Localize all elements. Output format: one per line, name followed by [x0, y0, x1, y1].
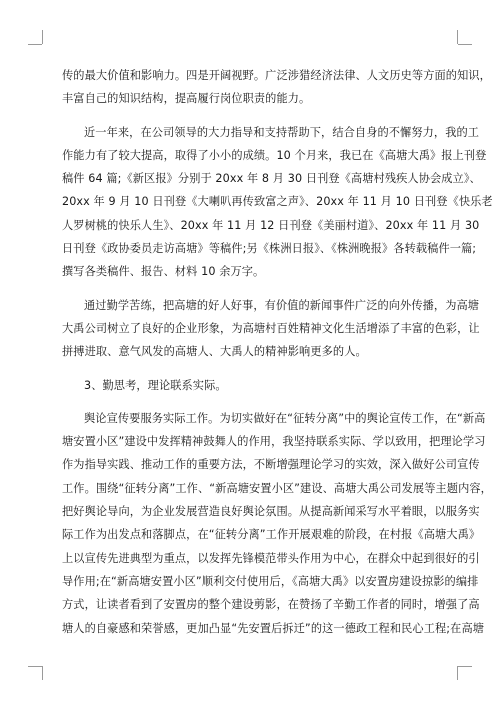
- text-line: 3、勤思考，理论联系实际。: [84, 378, 227, 392]
- crop-mark-top-right: [458, 44, 472, 45]
- text-line: 日刊登《政协委员走访高塘》等稿件;另《株洲日报》、《株洲晚报》各转载稿件一篇;: [62, 242, 477, 256]
- paragraph: [62, 374, 442, 397]
- crop-mark-bottom-left: [28, 666, 42, 667]
- text-line: 撰写各类稿件、报告、材料 10 余万字。: [62, 265, 265, 279]
- text-line: 近一年来，在公司领导的大力指导和支持帮助下，结合自身的不懈努力，我的工: [84, 125, 480, 139]
- text-line: 导作用;在“新高塘安置小区”顺利交付使用后，《高塘大禹》以安置房建设掠影的编排: [62, 574, 479, 588]
- paragraph: [62, 64, 491, 111]
- text-line: 大禹公司树立了良好的企业形象，为高塘村百姓精神文化生活增添了丰富的色彩，让: [62, 321, 480, 335]
- crop-mark-bottom-right: [458, 666, 472, 667]
- text-line: 拼搏进取、意气风发的高塘人、大禹人的精神影响更多的人。: [62, 345, 367, 359]
- text-line: 上以宣传先进典型为重点，以发挥先锋模范带头作用为中心，在群众中起到很好的引: [62, 551, 480, 565]
- text-line: 工作。围绕“征转分离”工作、“新高塘安置小区”建设、高塘大禹公司发展等主题内容，: [62, 481, 492, 495]
- paragraph: [62, 121, 493, 284]
- paragraph: [62, 407, 492, 640]
- text-line: 塘人的自豪感和荣誉感，更加凸显“先安置后拆迁”的这一德政工程和民心工程;在高塘: [62, 621, 485, 635]
- text-line: 作为指导实践、推动工作的重要方法，不断增强理论学习的实效，深入做好公司宣传: [62, 458, 480, 472]
- text-line: 塘安置小区”建设中发挥精神鼓舞人的作用，我坚持联系实际、学以致用，把理论学习: [62, 435, 486, 449]
- text-line: 作能力有了较大提高，取得了小小的成绩。10 个月来，我已在《高塘大禹》报上刊登: [62, 148, 487, 162]
- text-line: 际工作为出发点和落脚点，在“征转分离”工作开展艰难的阶段，在村报《高塘大禹》: [62, 528, 481, 542]
- crop-mark-top-left: [28, 44, 42, 45]
- crop-mark-bottom-right: [457, 666, 458, 680]
- crop-mark-top-right: [457, 30, 458, 44]
- document-body: [62, 64, 493, 640]
- text-line: 把好舆论导向，为企业发展营造良好舆论氛围。从提高新闻采写水平着眼，以服务实: [62, 505, 480, 519]
- text-line: 20xx 年 9 月 10 日刊登《大喇叭再传致富之声》、20xx 年 11 月 10 日刊登《快乐老: [62, 195, 493, 209]
- text-line: 丰富自己的知识结构，提高履行岗位职责的能力。: [62, 92, 311, 106]
- text-line: 舆论宣传要服务实际工作。为切实做好在“征转分离”中的舆论宣传工作，在“新高: [84, 411, 486, 425]
- paragraph: [62, 294, 480, 364]
- text-line: 通过勤学苦练，把高塘的好人好事，有价值的新闻事件广泛的向外传播，为高塘: [84, 298, 480, 312]
- text-line: 稿件 64 篇;《新区报》分别于 20xx 年 8 月 30 日刊登《高塘村残疾人协会成立》、: [62, 172, 481, 186]
- crop-mark-top-left: [42, 30, 43, 44]
- crop-mark-bottom-left: [42, 666, 43, 680]
- text-line: 传的最大价值和影响力。四是开阔视野。广泛涉猎经济法律、人文历史等方面的知识，: [62, 69, 491, 82]
- text-line: 方式，让读者看到了安置房的整个建设剪影，在赞扬了辛勤工作者的同时，增强了高: [62, 598, 480, 612]
- text-line: 人罗树桃的快乐人生》、20xx 年 11 月 12 日刊登《美丽村道》、20xx 年 11 月 30: [62, 218, 480, 232]
